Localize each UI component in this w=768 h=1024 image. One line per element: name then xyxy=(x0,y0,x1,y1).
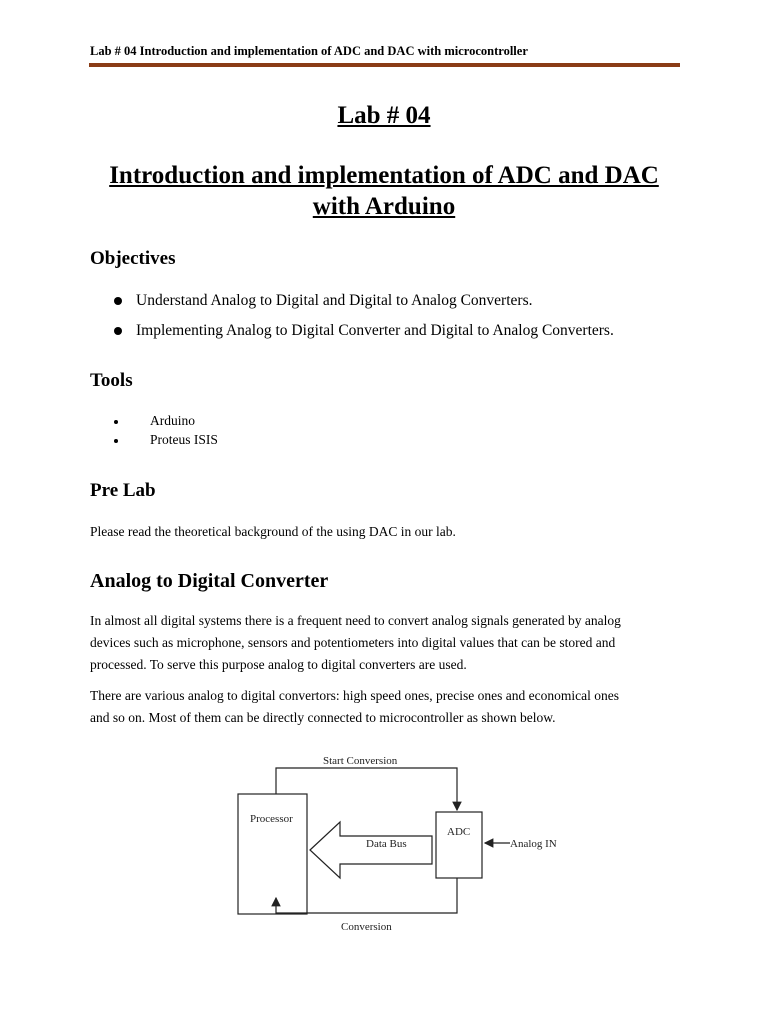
analog-in-label: Analog IN xyxy=(510,838,557,850)
conversion-label: Conversion xyxy=(341,921,392,933)
title-line-2: with Arduino xyxy=(312,193,456,220)
prelab-text: Please read the theoretical background of the using DAC in our lab. xyxy=(90,524,456,539)
data-bus-label: Data Bus xyxy=(366,838,407,850)
processor-block xyxy=(238,794,307,914)
tool-item xyxy=(108,413,218,432)
objectives-list xyxy=(108,292,614,352)
objective-item xyxy=(108,292,614,322)
adc-paragraph-1-line: In almost all digital systems there is a frequent need to convert analog signals generated by analog xyxy=(90,613,621,628)
tool-text: Proteus ISIS xyxy=(150,432,218,447)
adc-heading: Analog to Digital Converter xyxy=(90,570,329,592)
objectives-heading: Objectives xyxy=(90,248,176,269)
start-conversion-label: Start Conversion xyxy=(323,755,398,767)
running-header: Lab # 04 Introduction and implementation of ADC and DAC with microcontroller xyxy=(90,44,528,58)
adc-paragraph-2-line: There are various analog to digital convertors: high speed ones, precise ones and economical ones xyxy=(90,688,619,703)
tool-text: Arduino xyxy=(150,413,195,428)
header-rule xyxy=(89,63,680,67)
adc-label: ADC xyxy=(447,826,471,838)
bullet-icon xyxy=(114,439,118,443)
tools-list xyxy=(108,413,218,451)
bullet-icon xyxy=(114,327,122,335)
tool-item xyxy=(108,432,218,451)
adc-block-diagram xyxy=(230,748,580,938)
adc-paragraph-2-line: and so on. Most of them can be directly connected to microcontroller as shown below. xyxy=(90,710,556,725)
processor-label: Processor xyxy=(250,813,293,825)
data-bus-arrow xyxy=(310,822,432,878)
adc-paragraph-1-line: devices such as microphone, sensors and potentiometers into digital values that can be stored and xyxy=(90,635,616,650)
adc-paragraph-2 xyxy=(90,685,690,729)
document-title xyxy=(80,160,688,222)
objective-item xyxy=(108,322,614,352)
adc-paragraph-1 xyxy=(90,610,690,676)
prelab-heading: Pre Lab xyxy=(90,480,156,501)
bullet-icon xyxy=(114,420,118,424)
adc-block xyxy=(436,812,482,878)
tools-heading: Tools xyxy=(90,370,133,391)
objective-text: Understand Analog to Digital and Digital to Analog Converters. xyxy=(136,292,533,309)
title-line-1: Introduction and implementation of ADC and DAC xyxy=(109,162,659,189)
adc-paragraph-1-line: processed. To serve this purpose analog to digital converters are used. xyxy=(90,657,467,672)
objective-text: Implementing Analog to Digital Converter and Digital to Analog Converters. xyxy=(136,322,614,339)
bullet-icon xyxy=(114,297,122,305)
lab-number-title: Lab # 04 xyxy=(337,102,431,129)
